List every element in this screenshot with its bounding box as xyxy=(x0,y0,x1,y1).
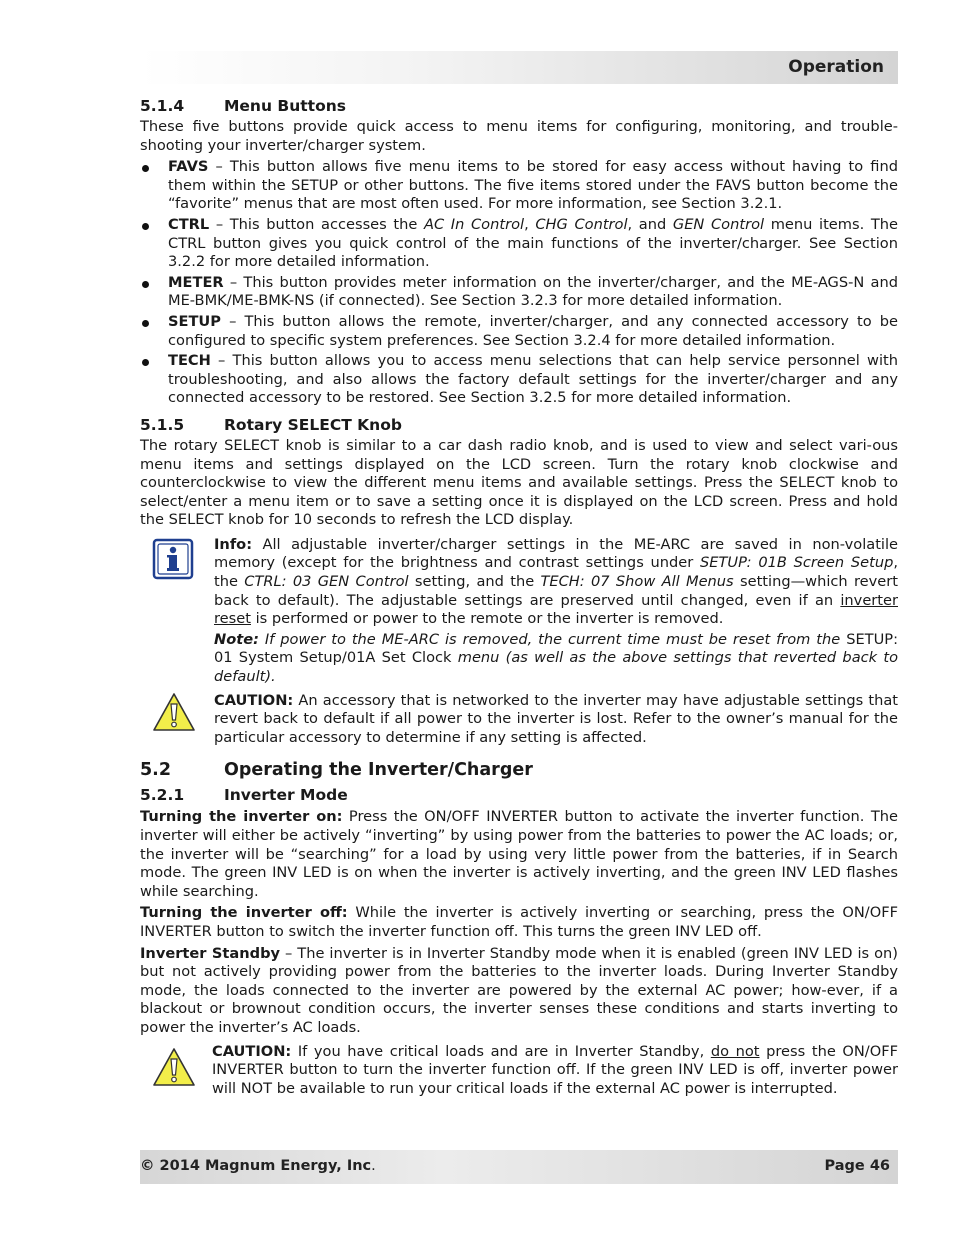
menu-name: GEN Control xyxy=(672,215,765,233)
menu-name: SETUP: 01B Screen Setup xyxy=(700,554,894,572)
bullet-icon xyxy=(142,320,149,327)
paragraph-label: Turning the inverter off: xyxy=(140,904,348,922)
menu-buttons-intro: These five buttons provide quick access to menu items for configuring, monitoring, and trouble-shooting your inverter/charger system. xyxy=(140,118,898,154)
caution-body: An accessory that is networked to the inverter may have adjustable settings that revert back to default if all power to the inverter is lost. Refer to the owner’s manual for the particular accessory to determine if any setting is affected. xyxy=(214,691,898,746)
caution-text xyxy=(212,1043,898,1099)
list-item-ctrl xyxy=(140,216,898,272)
caution-body: If you have critical loads and are in Inverter Standby, xyxy=(291,1042,711,1060)
inverter-off-paragraph xyxy=(140,904,898,941)
info-icon xyxy=(152,538,194,586)
bullet-text: – This button provides meter information on the inverter/charger, and the ME-AGS-N and ME-BMK/ME-BMK-NS (if connected). See Section 3.2.3 for more detailed information. xyxy=(168,273,898,310)
heading-text: Inverter Mode xyxy=(224,786,348,805)
bullet-icon xyxy=(142,165,149,172)
inverter-on-paragraph xyxy=(140,808,898,901)
copyright-text: © 2014 Magnum Energy, Inc xyxy=(140,1158,372,1174)
list-item-tech xyxy=(140,352,898,408)
caution-label: CAUTION: xyxy=(212,1042,292,1060)
list-item-favs xyxy=(140,158,898,214)
bullet-label: SETUP xyxy=(168,312,221,330)
note-text-part: menu (as well as the above settings that reverted back to default). xyxy=(214,649,898,686)
menu-name: CTRL: 03 GEN Control xyxy=(244,573,409,591)
paragraph-text: While the inverter is actively inverting or searching, press the ON/OFF INVERTER button to switch the inverter function off. This turns the green INV LED off. xyxy=(140,904,898,940)
menu-buttons-list xyxy=(140,158,898,408)
bullet-text: , and xyxy=(627,215,673,233)
list-item-setup xyxy=(140,313,898,350)
info-label: Info: xyxy=(214,535,253,553)
bullet-text: – This button allows the remote, inverter/charger, and any connected accessory to be configured to specific system preferences. See Section 3.2.4 for more detailed information. xyxy=(168,312,898,349)
copyright xyxy=(140,1158,376,1174)
caution-label: CAUTION: xyxy=(214,691,294,709)
underlined-term: inverter reset xyxy=(214,591,898,628)
page-header xyxy=(140,51,898,84)
bullet-icon xyxy=(142,281,149,288)
bullet-text: – This button allows you to access menu selections that can help service personnel with troubleshooting, and also allows the factory default settings for the inverter/charger and any connected accessory to be restored. See Section 3.2.5 for more detailed information. xyxy=(168,352,898,407)
note-text-part: If power to the ME-ARC is removed, the current time must be reset from the xyxy=(258,630,847,648)
heading-5-1-4 xyxy=(140,96,898,116)
menu-name: AC In Control xyxy=(423,215,525,233)
info-text-part: setting, and the xyxy=(408,573,541,591)
select-knob-body: The rotary SELECT knob is similar to a car dash radio knob, and is used to view and select vari-ous menu items and settings displayed on the LCD screen. Turn the rotary knob clockwise and counterclockwise to view the different menu items and available settings. Press the SELECT knob to select/enter a menu item or to save a setting once it is displayed on the LCD screen. Press and hold the SELECT knob for 10 seconds to refresh the LCD display. xyxy=(140,436,898,529)
menu-name: TECH: 07 Show All Menus xyxy=(540,573,734,591)
info-text-part: , the xyxy=(214,554,898,591)
bullet-icon xyxy=(142,359,149,366)
menu-path: SETUP: 01 System Setup/01A Set Clock xyxy=(214,630,898,667)
caution-body: press the ON/OFF INVERTER button to turn the inverter function off. If the green INV LED is off, inverter power will NOT be available to run your critical loads if the external AC power is interrupted. xyxy=(212,1042,898,1097)
caution-icon xyxy=(152,692,196,738)
heading-number: 5.1.5 xyxy=(140,415,185,434)
heading-text: Rotary SELECT Knob xyxy=(224,415,402,434)
copyright-period: . xyxy=(371,1158,376,1174)
list-item-meter xyxy=(140,274,898,311)
inverter-standby-paragraph xyxy=(140,945,898,1038)
heading-number: 5.2 xyxy=(140,760,172,781)
note-text xyxy=(214,631,898,687)
info-text xyxy=(214,536,898,629)
underlined-term: do not xyxy=(710,1042,760,1060)
caution-callout-2 xyxy=(140,1043,898,1099)
heading-text: Menu Buttons xyxy=(224,97,346,115)
caution-callout-1 xyxy=(140,692,898,748)
heading-5-1-5 xyxy=(140,415,898,435)
bullet-text: – This button allows five menu items to be stored for easy access without having to find them within the SETUP or other buttons. The five items stored under the FAVS button become the “favorite” menus that are most often used. For more information, see Section 3.2.1. xyxy=(168,158,898,213)
paragraph-label: Turning the inverter on: xyxy=(140,808,343,826)
paragraph-label: Inverter Standby xyxy=(140,944,281,962)
heading-5-2 xyxy=(140,758,898,782)
bullet-label: TECH xyxy=(168,352,211,370)
page-number: Page 46 xyxy=(824,1158,890,1174)
heading-text: Operating the Inverter/Charger xyxy=(224,760,533,781)
paragraph-text: Press the ON/OFF INVERTER button to activate the inverter function. The inverter will either be actively “inverting” by using power from the batteries to power the AC loads; or, the inverter will be “searching” for a load by using very little power from the batteries, if in Search mode. The green INV LED is on when the inverter is actively inverting, and the green INV LED flashes while searching. xyxy=(140,808,898,900)
bullet-text: menu items. The CTRL button gives you quick control of the main functions of the inverter/charger. See Section 3.2.2 for more detailed information. xyxy=(168,215,899,271)
heading-5-2-1 xyxy=(140,785,898,805)
bullet-label: METER xyxy=(168,273,224,291)
bullet-label: CTRL xyxy=(168,215,210,233)
page-body xyxy=(140,94,898,1098)
bullet-label: FAVS xyxy=(168,158,209,176)
bullet-text: – This button accesses the xyxy=(209,215,424,233)
bullet-icon xyxy=(142,223,149,230)
info-text-part: setting—which revert back to default). The adjustable settings are preserved until changed, even if an xyxy=(214,573,898,609)
page-footer xyxy=(140,1150,898,1184)
page-section-title: Operation xyxy=(788,57,884,77)
menu-name: CHG Control xyxy=(535,215,628,233)
bullet-text: , xyxy=(524,215,536,233)
info-callout xyxy=(140,536,898,687)
paragraph-text: – The inverter is in Inverter Standby mode when it is enabled (green INV LED is on) but not actively providing power from the batteries to the inverter loads. During Inverter Standby mode, the loads connected to the inverter are powered by the external AC power; how-ever, if a blackout or brownout condition occurs, the inverter senses these conditions and starts inverting to power the inverter’s AC loads. xyxy=(140,944,898,1036)
info-text-part: is performed or power to the remote or the inverter is removed. xyxy=(250,610,724,628)
note-label: Note: xyxy=(214,630,259,648)
heading-number: 5.1.4 xyxy=(140,97,185,115)
heading-number: 5.2.1 xyxy=(140,786,185,805)
info-text-part: All adjustable inverter/charger settings in the ME-ARC are saved in non-volatile memory (except for the brightness and contrast settings under xyxy=(214,535,898,572)
caution-text xyxy=(214,692,898,748)
caution-icon xyxy=(152,1047,196,1093)
